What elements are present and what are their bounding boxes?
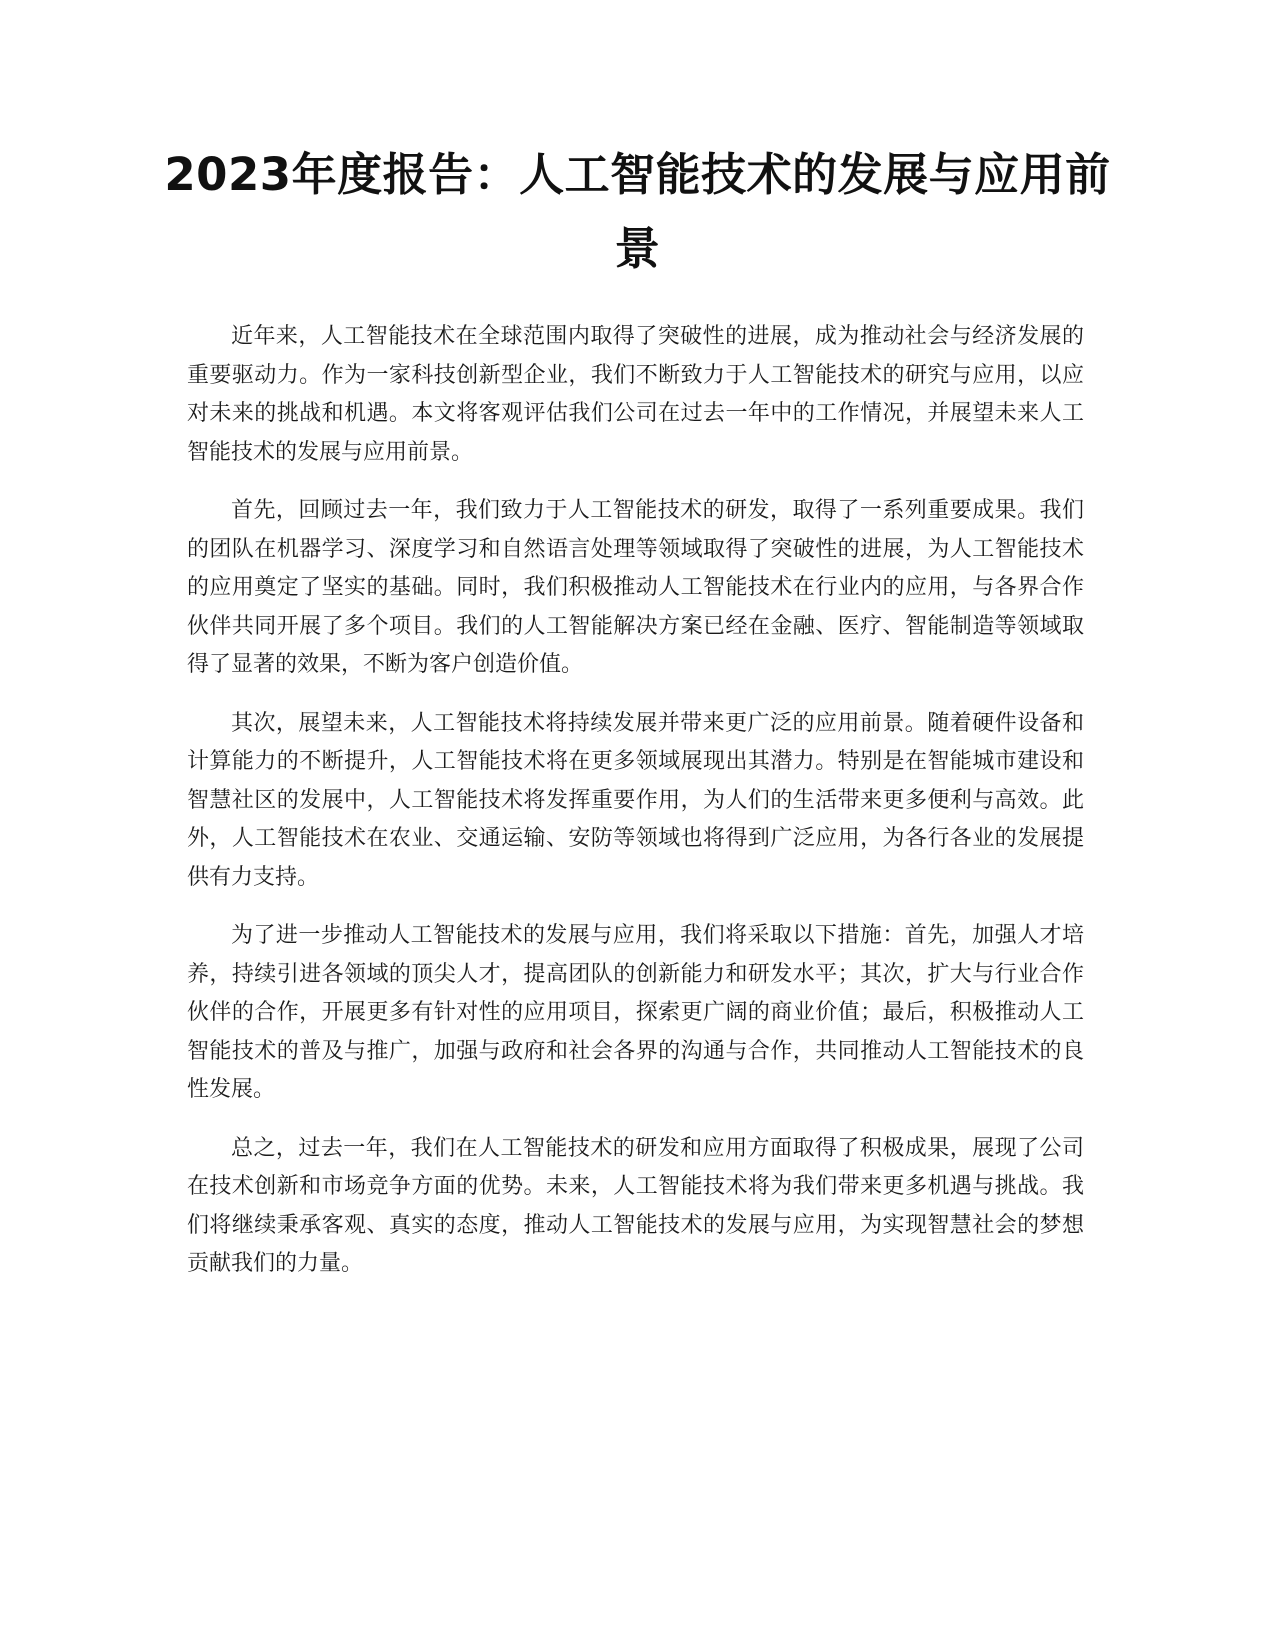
paragraph-intro: 近年来，人工智能技术在全球范围内取得了突破性的进展，成为推动社会与经济发展的重要驱动力。作为一家科技创新型企业，我们不断致力于人工智能技术的研究与应用，以应对未来的挑战和机遇。本文将客观评估我们公司在过去一年中的工作情况，并展望未来人工智能技术的发展与应用前景。 [187, 324, 1084, 465]
paragraph-conclusion: 总之，过去一年，我们在人工智能技术的研发和应用方面取得了积极成果，展现了公司在技术创新和市场竞争方面的优势。未来，人工智能技术将为我们带来更多机遇与挑战。我们将继续秉承客观、真实的态度，推动人工智能技术的发展与应用，为实现智慧社会的梦想贡献我们的力量。 [187, 1135, 1084, 1276]
paragraph-outlook: 其次，展望未来，人工智能技术将持续发展并带来更广泛的应用前景。随着硬件设备和计算能力的不断提升，人工智能技术将在更多领域展现出其潜力。特别是在智能城市建设和智慧社区的发展中，人工智能技术将发挥重要作用，为人们的生活带来更多便利与高效。此外，人工智能技术在农业、交通运输、安防等领域也将得到广泛应用，为各行各业的发展提供有力支持。 [187, 710, 1084, 890]
paragraph-review: 首先，回顾过去一年，我们致力于人工智能技术的研发，取得了一系列重要成果。我们的团队在机器学习、深度学习和自然语言处理等领域取得了突破性的进展，为人工智能技术的应用奠定了坚实的基础。同时，我们积极推动人工智能技术在行业内的应用，与各界合作伙伴共同开展了多个项目。我们的人工智能解决方案已经在金融、医疗、智能制造等领域取得了显著的效果，不断为客户创造价值。 [187, 498, 1084, 677]
document-title: 2023年度报告：人工智能技术的发展与应用前景 [164, 148, 1111, 275]
paragraph-measures: 为了进一步推动人工智能技术的发展与应用，我们将采取以下措施：首先，加强人才培养，持续引进各领域的顶尖人才，提高团队的创新能力和研发水平；其次，扩大与行业合作伙伴的合作，开展更多有针对性的应用项目，探索更广阔的商业价值；最后，积极推动人工智能技术的普及与推广，加强与政府和社会各界的沟通与合作，共同推动人工智能技术的良性发展。 [187, 923, 1084, 1102]
document-body [187, 318, 1084, 1304]
